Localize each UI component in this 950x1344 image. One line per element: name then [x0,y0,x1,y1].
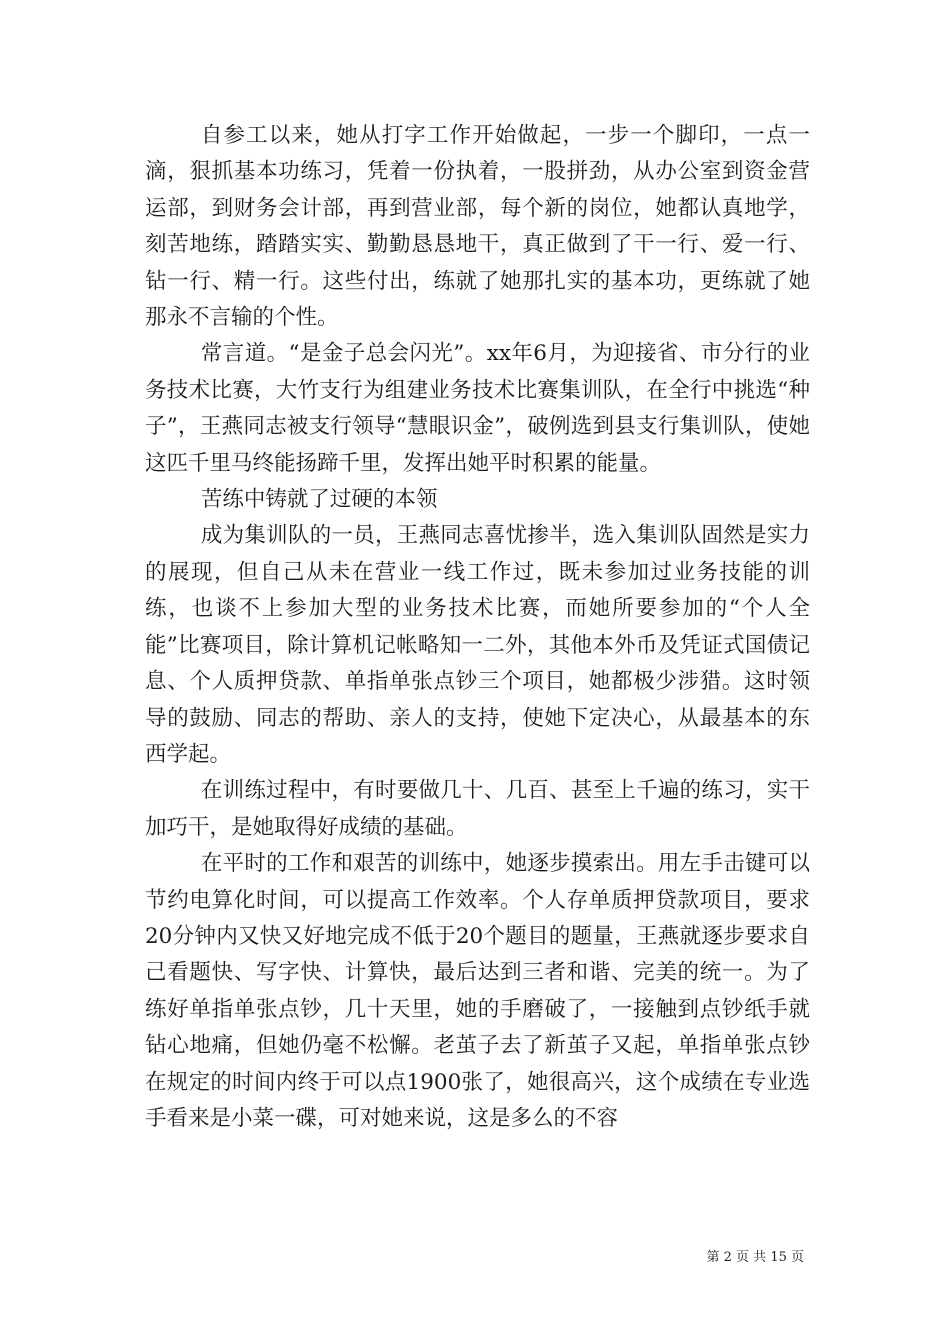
paragraph: 成为集训队的一员，王燕同志喜忧掺半，选入集训队固然是实力的展现，但自己从未在营业一线工作过，既未参加过业务技能的训练，也谈不上参加大型的业务技术比赛，而她所要参加的“个人全能”比赛项目，除计算机记帐略知一二外，其他本外币及凭证式国债记息、个人质押贷款、单指单张点钞三个项目，她都极少涉猎。这时领导的鼓励、同志的帮助、亲人的支持，使她下定决心，从最基本的东西学起。 [145,523,810,767]
paragraph: 常言道。“是金子总会闪光”。xx年6月，为迎接省、市分行的业务技术比赛，大竹支行为组建业务技术比赛集训队，在全行中挑选“种子”，王燕同志被支行领导“慧眼识金”，破例选到县支行集训队，使她这匹千里马终能扬蹄千里，发挥出她平时积累的能量。 [145,341,810,476]
paragraph: 在训练过程中，有时要做几十、几百、甚至上千遍的练习，实干加巧干，是她取得好成绩的基础。 [145,778,810,840]
page-number: 第 2 页 共 15 页 [706,1250,804,1265]
document-body [145,118,810,1137]
section-heading: 苦练中铸就了过硬的本领 [200,487,438,513]
paragraph: 在平时的工作和艰苦的训练中，她逐步摸索出。用左手击键可以节约电算化时间，可以提高工作效率。个人存单质押贷款项目，要求20分钟内又快又好地完成不低于20个题目的题量，王燕就逐步要求自己看题快、写字快、计算快，最后达到三者和谐、完美的统一。为了练好单指单张点钞，几十天里，她的手磨破了，一接触到点钞纸手就钻心地痛，但她仍毫不松懈。老茧子去了新茧子又起，单指单张点钞在规定的时间内终于可以点1900张了，她很高兴，这个成绩在专业选手看来是小菜一碟，可对她来说，这是多么的不容 [145,851,810,1131]
paragraph: 自参工以来，她从打字工作开始做起，一步一个脚印，一点一滴，狠抓基本功练习，凭着一份执着，一股拼劲，从办公室到资金营运部，到财务会计部，再到营业部，每个新的岗位，她都认真地学，刻苦地练，踏踏实实、勤勤恳恳地干，真正做到了干一行、爱一行、钻一行、精一行。这些付出，练就了她那扎实的基本功，更练就了她那永不言输的个性。 [145,123,810,331]
